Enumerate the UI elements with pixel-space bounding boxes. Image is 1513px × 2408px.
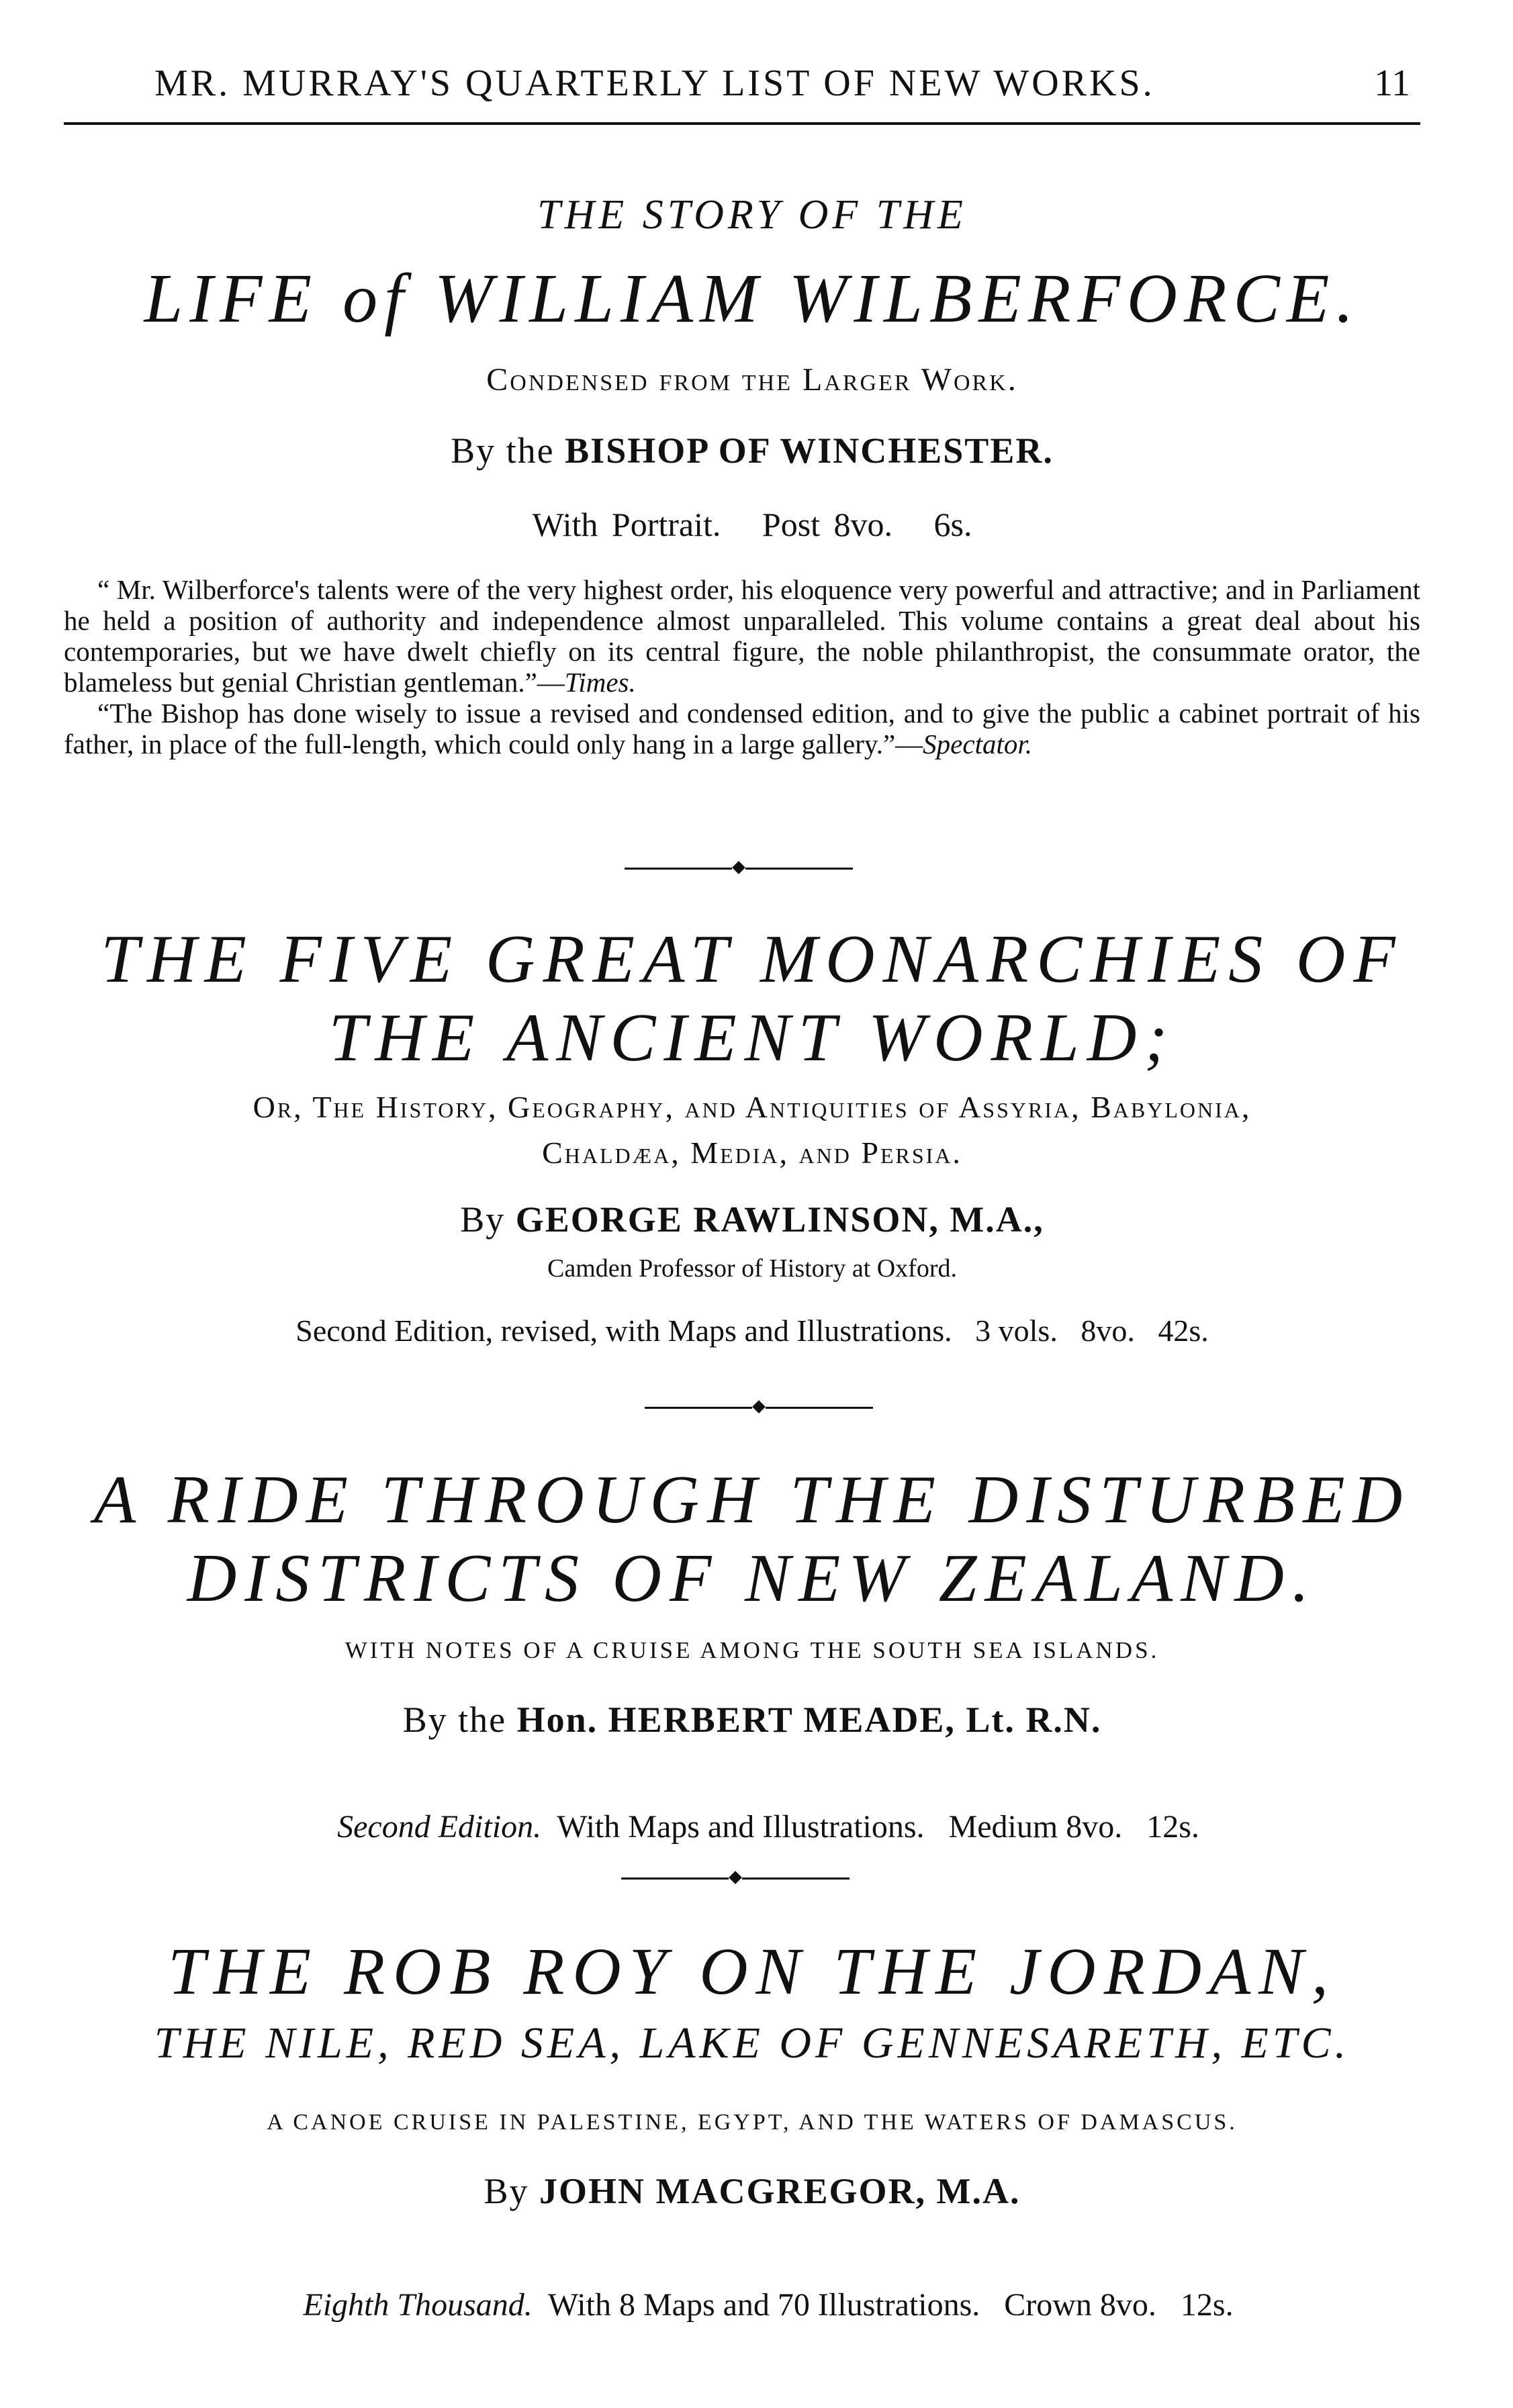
running-head-title: MR. MURRAY'S QUARTERLY LIST OF NEW WORKS. xyxy=(154,62,1155,104)
book2-author-prefix: By xyxy=(460,1199,506,1240)
book4-edition: Eighth Thousand. xyxy=(303,2287,533,2323)
book4-author-prefix: By xyxy=(484,2171,529,2211)
book4-details: With 8 Maps and 70 Illustrations. Crown 8vo. 12s. xyxy=(547,2287,1234,2323)
book2-author: GEORGE RAWLINSON, M.A., xyxy=(515,1199,1044,1240)
review-times-source: Times. xyxy=(564,667,636,698)
review-times-text: “ Mr. Wilberforce's talents were of the very highest order, his eloquence very powerful and attractive; and in Parliament he held a position of authority and independence almost unparalleled. This volume contains a great deal about his contemporaries, but we have dwelt chiefly on its central figure, the noble philanthropist, the consummate orator, the blameless but genial Christian gentleman.”— xyxy=(64,574,1420,698)
book3-edition: Second Edition. xyxy=(337,1809,542,1845)
book4-subtitle: A CANOE CRUISE IN PALESTINE, EGYPT, AND THE WATERS OF DAMASCUS. xyxy=(267,2110,1238,2135)
book3-title-line2: DISTRICTS OF NEW ZEALAND. xyxy=(187,1540,1318,1616)
section-divider xyxy=(621,1871,850,1885)
book1-pretitle: THE STORY OF THE xyxy=(537,192,967,238)
book4-author-line xyxy=(54,2170,1451,2212)
book4-details-line xyxy=(54,2250,1451,2360)
book2-title-line1: THE FIVE GREAT MONARCHIES OF xyxy=(101,921,1404,997)
book2-subtitle-line2: Chaldæa, Media, and Persia. xyxy=(542,1136,962,1170)
book1-reviews xyxy=(64,574,1420,759)
book3-details: With Maps and Illustrations. Medium 8vo. 12s. xyxy=(557,1809,1199,1845)
book3-subtitle: WITH NOTES OF A CRUISE AMONG THE SOUTH SEA ISLANDS. xyxy=(345,1637,1160,1663)
book1-details: With Portrait. Post 8vo. 6s. xyxy=(532,506,972,543)
section-divider xyxy=(625,862,853,875)
header-rule xyxy=(64,122,1420,125)
book3-author-prefix: By the xyxy=(402,1700,507,1740)
page-number: 11 xyxy=(1374,62,1410,104)
book4-title-line1: THE ROB ROY ON THE JORDAN, xyxy=(168,1934,1336,2008)
book2-details: Second Edition, revised, with Maps and Illustrations. 3 vols. 8vo. 42s. xyxy=(295,1313,1209,1348)
book3-title-line1: A RIDE THROUGH THE DISTURBED xyxy=(93,1462,1411,1538)
book2-author-line xyxy=(54,1199,1451,1240)
book2-subtitle-line1: Or, The History, Geography, and Antiquities of Assyria, Babylonia, xyxy=(253,1090,1252,1124)
review-times xyxy=(64,574,1420,698)
book4-title-line2: THE NILE, RED SEA, LAKE OF GENNESARETH, ETC. xyxy=(154,2019,1350,2068)
section-divider xyxy=(645,1401,873,1414)
book3-author-line xyxy=(54,1699,1451,1741)
book1-title: LIFE of WILLIAM WILBERFORCE. xyxy=(144,260,1361,337)
running-head xyxy=(67,62,1424,109)
book1-author-prefix: By the xyxy=(451,430,555,471)
review-spectator-text: “The Bishop has done wisely to issue a revised and condensed edition, and to give the public a cabinet portrait of his father, in place of the full-length, which could only hang in a large gallery.”— xyxy=(64,698,1420,759)
book2-author-note: Camden Professor of History at Oxford. xyxy=(547,1254,957,1283)
review-spectator xyxy=(64,698,1420,759)
book1-subtitle: Condensed from the Larger Work. xyxy=(486,362,1018,398)
book2-title-line2: THE ANCIENT WORLD; xyxy=(328,1000,1176,1076)
book3-details-line xyxy=(54,1771,1451,1882)
book3-author: Hon. HERBERT MEADE, Lt. R.N. xyxy=(516,1700,1102,1740)
book1-author-line xyxy=(54,430,1451,471)
review-spectator-source: Spectator. xyxy=(923,729,1033,759)
book4-author: JOHN MACGREGOR, M.A. xyxy=(539,2171,1021,2211)
book1-author: BISHOP OF WINCHESTER. xyxy=(565,430,1054,471)
